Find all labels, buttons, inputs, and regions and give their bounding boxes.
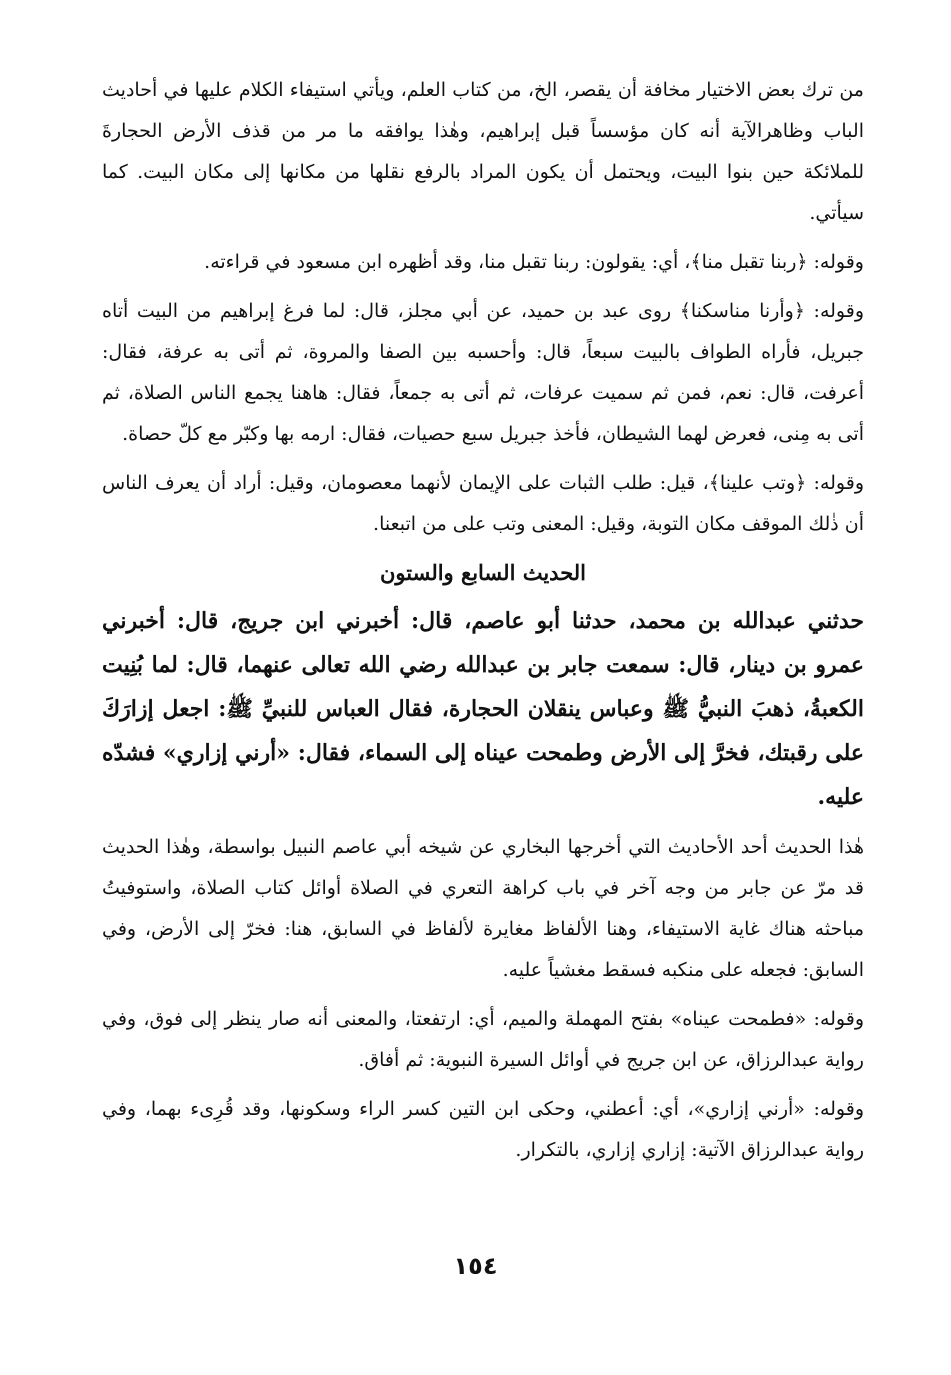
- paragraph-commentary-3: وقوله: ﴿وأرنا مناسكنا﴾ روى عبد بن حميد، عن أبي مجلز، قال: لما فرغ إبراهيم من البيت أتاه جبريل، فأراه الطواف بالبيت سبعاً، قال: وأحسبه بين الصفا والمروة، ثم أتى به عرفة، فقال: أعرفت، قال: نعم، فمن ثم سميت عرفات، ثم أتى به جمعاً، فقال: هاهنا يجمع الناس الصلاة، ثم أتى به مِنى، فعرض لهما الشيطان، فأخذ جبريل سبع حصيات، فقال: ارمه بها وكبّر مع كلّ حصاة.: [102, 300, 864, 445]
- hadith-heading: الحديث السابع والستون: [379, 560, 586, 585]
- hadith-text: حدثني عبدالله بن محمد، حدثنا أبو عاصم، قال: أخبرني ابن جريج، قال: أخبرني عمرو بن دينار، قال: سمعت جابر بن عبدالله رضي الله تعالى عنهما، قال: لما بُنِيت الكعبةُ، ذهبَ النبيُّ ﷺ وعباس ينقلان الحجارة، فقال العباس للنبيِّ ﷺ: اجعل إزارَكَ على رقبتك، فخرَّ إلى الأرض وطمحت عيناه إلى السماء، فقال: «أرني إزاري» فشدّه عليه.: [102, 608, 864, 810]
- paragraph-commentary-7: وقوله: «أرني إزاري»، أي: أعطني، وحكى ابن التين كسر الراء وسكونها، وقد قُرِىء بهما، وفي رواية عبدالرزاق الآتية: إزاري إزاري، بالتكرار.: [102, 1098, 864, 1161]
- page-body: [102, 70, 864, 1171]
- paragraph-commentary-1: من ترك بعض الاختيار مخافة أن يقصر، الخ، من كتاب العلم، ويأتي استيفاء الكلام عليها في أحاديث الباب وظاهرالآية أنه كان مؤسساً قبل إبراهيم، وهٰذا يوافقه ما مر من قذف الأرض الحجارةَ للملائكة حين بنوا البيت، ويحتمل أن يكون المراد بالرفع نقلها من مكانها إلى مكان البيت. كما سيأتي.: [102, 79, 864, 224]
- paragraph-commentary-5: هٰذا الحديث أحد الأحاديث التي أخرجها البخاري عن شيخه أبي عاصم النبيل بواسطة، وهٰذا الحديث قد مرّ عن جابر من وجه آخر في باب كراهة التعري في الصلاة أوائل كتاب الصلاة، واستوفيتُ مباحثه هناك غاية الاستيفاء، وهنا الألفاظ مغايرة لألفاظ في السابق، هنا: فخرّ إلى الأرض، وفي السابق: فجعله على منكبه فسقط مغشياً عليه.: [102, 836, 864, 981]
- paragraph-commentary-2: وقوله: ﴿ربنا تقبل منا﴾، أي: يقولون: ربنا تقبل منا، وقد أظهره ابن مسعود في قراءته.: [204, 251, 864, 273]
- paragraph-commentary-6: وقوله: «فطمحت عيناه» بفتح المهملة والميم، أي: ارتفعتا، والمعنى أنه صار ينظر إلى فوق، وفي رواية عبدالرزاق، عن ابن جريج في أوائل السيرة النبوية: ثم أفاق.: [102, 1008, 864, 1071]
- paragraph-commentary-4: وقوله: ﴿وتب علينا﴾، قيل: طلب الثبات على الإيمان لأنهما معصومان، وقيل: أراد أن يعرف الناس أن ذٰلك الموقف مكان التوبة، وقيل: المعنى وتب على من اتبعنا.: [102, 472, 864, 535]
- page-number: ١٥٤: [453, 1252, 498, 1280]
